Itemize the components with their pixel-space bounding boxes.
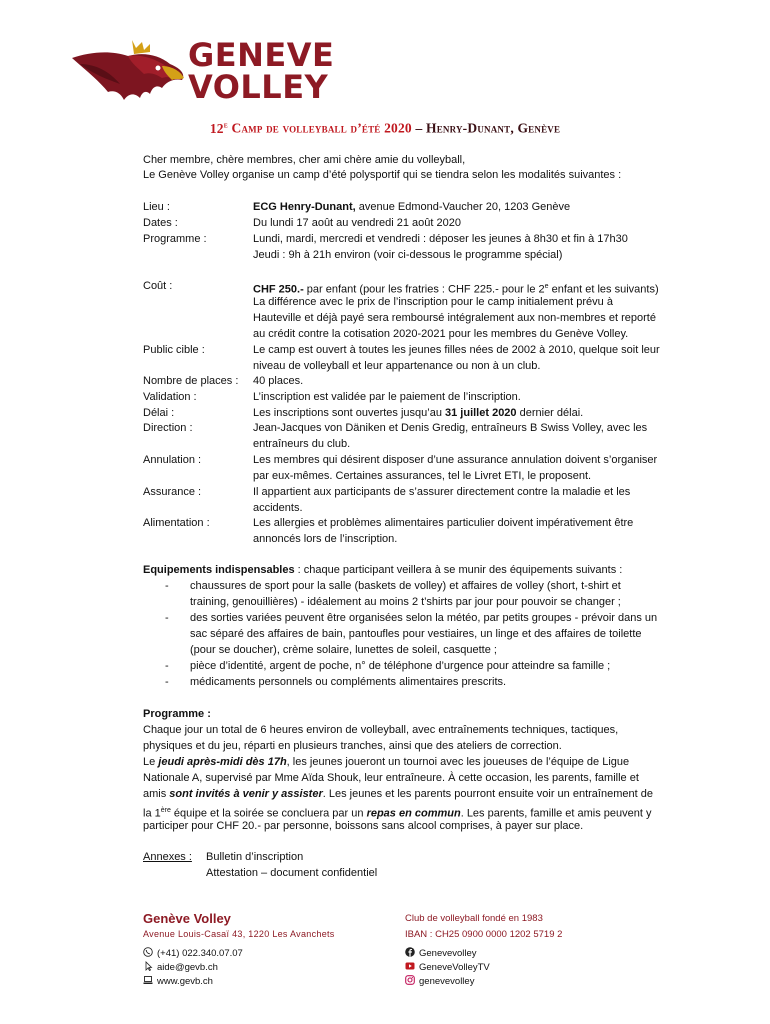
programme-p3-emph: jeudi après-midi dès 17h (158, 756, 287, 768)
delai-date: 31 juillet 2020 (445, 407, 517, 419)
footer-email-text[interactable]: aide@gevb.ch (157, 962, 218, 973)
page-title (0, 120, 770, 137)
cout-label: Coût : (143, 280, 173, 292)
lieu-label: Lieu : (143, 201, 170, 213)
cout-sup: e (544, 283, 549, 290)
programme-p6-emph: repas en commun (366, 807, 461, 820)
programme-p6-c: . Les parents, famille et amis peuvent y (460, 807, 652, 820)
facebook-icon (405, 947, 415, 957)
programme-p5-a: amis (143, 788, 170, 800)
cout-text-b: enfant et les suivants) (548, 283, 659, 296)
title-number-text: 12 (209, 120, 224, 136)
logo-text-volley: VOLLEY (188, 68, 329, 106)
programme-p4: Nationale A, supervisé par Mme Aïda Shouk, leur entraîneure. À cette occasion, les parents, famille et (143, 772, 639, 784)
delai-text-b: dernier délai. (516, 407, 584, 419)
assurance-label: Assurance : (143, 486, 202, 498)
programme-p5 (143, 787, 653, 802)
cout-line-4: au crédit contre la cotisation 2020-2021 pour les membres du Genève Volley. (253, 328, 629, 340)
footer-phone (143, 947, 243, 959)
bullet-dash: - (165, 580, 169, 592)
footer-instagram-text[interactable]: genevevolley (419, 976, 475, 987)
footer-club-founded: Club de volleyball fondé en 1983 (405, 913, 543, 924)
bullet-dash: - (165, 660, 169, 672)
lieu-value (253, 200, 570, 215)
computer-icon (143, 975, 153, 985)
equipement-2-line-2: sac séparé des affaires de bain, pantoufles pour vestiaires, un linge et des affaires de toilette (190, 628, 642, 640)
public-line-1: Le camp est ouvert à toutes les jeunes filles nées de 2002 à 2010, quelque soit leur (253, 344, 660, 356)
equipement-1-line-1: chaussures de sport pour la salle (baskets de volley) et affaires de volley (short, t-shirt et (190, 580, 621, 592)
footer-facebook[interactable] (405, 947, 477, 959)
programme-p3 (143, 755, 629, 770)
equipement-2-line-1: des sorties variées peuvent être organisées selon la météo, par petits groupes - prévoir dans un (190, 612, 658, 624)
title-location: – Henry-Dunant, Genève (411, 120, 561, 136)
validation-label: Validation : (143, 391, 197, 403)
delai-text-a: Les inscriptions sont ouvertes jusqu’au (253, 407, 445, 419)
intro-greeting: Cher membre, chère membres, cher ami chère amie du volleyball, (143, 154, 466, 166)
alimentation-label: Alimentation : (143, 517, 210, 529)
programme-p3-b: , les jeunes joueront un tournoi avec les joueuses de l’équipe de Ligue (286, 756, 630, 768)
public-label: Public cible : (143, 344, 205, 356)
footer-web-text[interactable]: www.gevb.ch (157, 976, 213, 987)
alimentation-line-2: annoncés lors de l’inscription. (253, 533, 398, 545)
title-camp: Camp de volleyball d’été 2020 (227, 120, 412, 136)
footer-iban: IBAN : CH25 0900 0000 1202 5719 2 (405, 929, 563, 940)
footer-address: Avenue Louis-Casaï 43, 1220 Les Avanchets (143, 929, 335, 939)
mouse-pointer-icon (143, 961, 153, 971)
equipement-1-line-2: training, genouillières) - idéalement au moins 2 t’shirts par jour pour pouvoir se changer ; (190, 596, 621, 608)
title-number-sup: e (223, 120, 228, 129)
title-number (210, 121, 228, 136)
dates-label: Dates : (143, 217, 178, 229)
programme-value-2: Jeudi : 9h à 21h environ (voir ci-dessous le programme spécial) (253, 249, 563, 261)
delai-value (253, 406, 583, 421)
annexe-item-1: Bulletin d’inscription (206, 851, 304, 863)
places-value: 40 places. (253, 375, 304, 387)
equipement-4: médicaments personnels ou compléments alimentaires prescrits. (190, 676, 507, 688)
programme-p6-a: la 1 (143, 807, 161, 820)
footer-web[interactable] (143, 975, 213, 987)
alimentation-line-1: Les allergies et problèmes alimentaires particulier doivent impérativement être (253, 517, 634, 529)
direction-line-2: entraîneurs du club. (253, 438, 351, 450)
instagram-icon (405, 975, 415, 985)
equipements-heading (143, 563, 622, 578)
delai-label: Délai : (143, 407, 175, 419)
lieu-address: avenue Edmond-Vaucher 20, 1203 Genève (355, 201, 571, 213)
annulation-line-1: Les membres qui désirent disposer d’une assurance annulation doivent s’organiser (253, 454, 658, 466)
programme-p3-a: Le (143, 756, 159, 768)
lieu-venue: ECG Henry-Dunant, (253, 201, 356, 213)
programme-p6-b: équipe et la soirée se concluera par un (170, 807, 367, 820)
programme-p1: Chaque jour un total de 6 heures environ de volleyball, avec entraînements techniques, tactiques, (143, 724, 619, 736)
validation-value: L’inscription est validée par le paiement de l’inscription. (253, 391, 521, 403)
programme-p5-b: . Les jeunes et les parents pourront ensuite voir un entraînement de (322, 788, 653, 800)
footer-club-name: Genève Volley (143, 911, 231, 926)
bullet-dash: - (165, 612, 169, 624)
footer-facebook-text[interactable]: Genevevolley (419, 948, 477, 959)
annexe-item-2: Attestation – document confidentiel (206, 867, 378, 879)
cout-price: CHF 250.- (253, 283, 304, 296)
public-line-2: niveau de volleyball et leur appartenance ou non à un club. (253, 360, 541, 372)
assurance-line-2: accidents. (253, 502, 303, 514)
annulation-line-2: par eux-mêmes. Certaines assurances, tel le Livret ETI, le proposent. (253, 470, 592, 482)
phone-icon (143, 947, 153, 957)
programme-heading (143, 707, 211, 722)
programme-p2: physiques et du jeu, réparti en plusieurs tranches, ainsi que des ateliers de correction. (143, 740, 562, 752)
equipement-3: pièce d’identité, argent de poche, n° de téléphone d’urgence pour atteindre sa famille ; (190, 660, 611, 672)
equipements-heading-bold: Equipements indispensables (143, 564, 295, 576)
youtube-icon (405, 961, 415, 971)
assurance-line-1: Il appartient aux participants de s’assurer directement contre la maladie et les (253, 486, 631, 498)
geneve-volley-logo (70, 38, 340, 110)
places-label: Nombre de places : (143, 375, 239, 387)
cout-text-a: par enfant (pour les fratries : CHF 225.- pour le 2 (303, 283, 545, 296)
programme-p5-emph: sont invités à venir y assister (169, 788, 323, 800)
cout-line-2: La différence avec le prix de l’inscription pour le camp initialement prévu à (253, 296, 613, 308)
dates-value: Du lundi 17 août au vendredi 21 août 2020 (253, 217, 461, 229)
programme-p6-sup: ère (160, 807, 171, 814)
programme-label: Programme : (143, 233, 207, 245)
direction-line-1: Jean-Jacques von Däniken et Denis Gredig, entraîneurs B Swiss Volley, avec les (253, 422, 648, 434)
programme-p7: participer pour CHF 20.- par personne, boissons sans alcool comprises, à payer sur place. (143, 820, 584, 832)
direction-label: Direction : (143, 422, 193, 434)
equipements-heading-rest: : chaque participant veillera à se munir des équipements suivants : (294, 564, 623, 576)
intro-text: Le Genève Volley organise un camp d’été polysportif qui se tiendra selon les modalités suivantes : (143, 169, 622, 181)
footer-email[interactable] (143, 961, 218, 973)
equipement-2-line-3: (pour se doucher), crème solaire, lunettes de soleil, casquette ; (190, 644, 497, 656)
programme-value-1: Lundi, mardi, mercredi et vendredi : déposer les jeunes à 8h30 et fin à 17h30 (253, 233, 628, 245)
bullet-dash: - (165, 676, 169, 688)
annulation-label: Annulation : (143, 454, 202, 466)
logo-text-geneve: GENEVE (188, 36, 335, 74)
footer-youtube[interactable] (405, 961, 490, 973)
annexes-label: Annexes : (143, 851, 192, 863)
eagle-logo-icon (70, 38, 190, 110)
programme-heading-text: Programme : (143, 708, 211, 720)
footer-youtube-text[interactable]: GeneveVolleyTV (419, 962, 490, 973)
footer-phone-text: (+41) 022.340.07.07 (157, 948, 243, 959)
footer-instagram[interactable] (405, 975, 474, 987)
cout-line-3: Hauteville et déjà payé sera remboursé intégralement aux non-membres et reporté (253, 312, 656, 324)
